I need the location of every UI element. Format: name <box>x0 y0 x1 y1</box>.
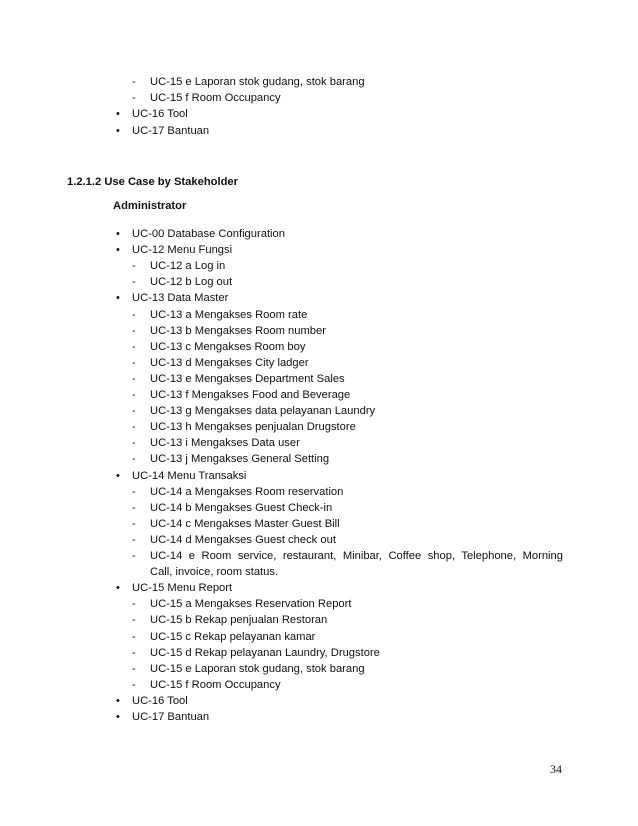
dash-marker: - <box>132 356 136 369</box>
dash-marker: - <box>132 324 136 337</box>
dash-marker: - <box>132 630 136 643</box>
sub-list-item: UC-15 c Rekap pelayanan kamar <box>150 630 316 643</box>
list-item: UC-00 Database Configuration <box>132 228 285 240</box>
sub-list-item: UC-13 a Mengakses Room rate <box>150 308 308 321</box>
dash-marker: - <box>132 276 136 289</box>
dash-marker: - <box>132 678 136 691</box>
bullet-marker: • <box>116 711 120 723</box>
dash-marker: - <box>132 92 136 105</box>
bullet-marker: • <box>116 292 120 305</box>
bullet-marker: • <box>116 124 120 137</box>
dash-marker: - <box>132 453 136 466</box>
list-item: UC-13 Data Master <box>132 292 229 305</box>
dash-marker: - <box>132 340 136 353</box>
dash-marker: - <box>132 437 136 450</box>
dash-marker: - <box>132 517 136 530</box>
stakeholder-title: Administrator <box>113 200 187 212</box>
sub-list-item: UC-15 e Laporan stok gudang, stok barang <box>150 662 365 675</box>
dash-marker: - <box>132 533 136 546</box>
sub-list-item: UC-13 d Mengakses City ladger <box>150 356 309 369</box>
dash-marker: - <box>132 614 136 627</box>
sub-list-item: UC-15 d Rekap pelayanan Laundry, Drugstore <box>150 646 380 659</box>
sub-list-item: UC-15 b Rekap penjualan Restoran <box>150 614 328 627</box>
bullet-marker: • <box>116 582 120 595</box>
sub-list-item: UC-13 i Mengakses Data user <box>150 437 300 450</box>
sub-list-item: UC-13 g Mengakses data pelayanan Laundry <box>150 405 376 418</box>
sub-list-item: UC-14 a Mengakses Room reservation <box>150 485 344 498</box>
bullet-marker: • <box>116 244 120 257</box>
dash-marker: - <box>132 308 136 321</box>
dash-marker: - <box>132 598 136 611</box>
dash-marker: - <box>132 501 136 514</box>
sub-list-item: UC-14 d Mengakses Guest check out <box>150 533 336 546</box>
dash-marker: - <box>132 421 136 434</box>
dash-marker: - <box>132 405 136 418</box>
sub-list-item: UC-13 f Mengakses Food and Beverage <box>150 389 351 401</box>
dash-marker: - <box>132 485 136 498</box>
list-item: UC-16 Tool <box>132 694 188 707</box>
sub-list-item: UC-15 a Mengakses Reservation Report <box>150 598 352 611</box>
sub-list-item: UC-13 h Mengakses penjualan Drugstore <box>150 421 356 434</box>
dash-marker: - <box>132 372 136 385</box>
dash-marker: - <box>132 389 136 401</box>
sub-list-item: UC-15 f Room Occupancy <box>150 92 281 105</box>
list-item: UC-17 Bantuan <box>132 711 210 723</box>
bullet-marker: • <box>116 469 120 482</box>
sub-list-item: UC-12 a Log in <box>150 260 226 273</box>
list-item: UC-14 Menu Transaksi <box>132 469 247 482</box>
sub-list-item: UC-14 c Mengakses Master Guest Bill <box>150 517 340 530</box>
sub-list-item: UC-12 b Log out <box>150 276 233 289</box>
sub-list-item: UC-14 b Mengakses Guest Check-in <box>150 501 333 514</box>
list-item: UC-17 Bantuan <box>132 124 210 137</box>
list-item: UC-12 Menu Fungsi <box>132 244 233 257</box>
dash-marker: - <box>132 76 136 88</box>
bullet-marker: • <box>116 694 120 707</box>
sub-list-item: UC-14 e Room service, restaurant, Minibar, Coffee shop, Telephone, Morning <box>150 550 563 562</box>
dash-marker: - <box>132 260 136 273</box>
list-item: UC-15 Menu Report <box>132 582 233 595</box>
sub-list-item-continuation: Call, invoice, room status. <box>150 566 279 579</box>
sub-list-item: UC-15 e Laporan stok gudang, stok barang <box>150 76 365 88</box>
page-number: 34 <box>550 762 562 776</box>
dash-marker: - <box>132 646 136 659</box>
sub-list-item: UC-13 j Mengakses General Setting <box>150 453 330 466</box>
list-item: UC-16 Tool <box>132 108 188 121</box>
sub-list-item: UC-13 b Mengakses Room number <box>150 324 326 337</box>
bullet-marker: • <box>116 108 120 121</box>
sub-list-item: UC-13 e Mengakses Department Sales <box>150 372 345 385</box>
sub-list-item: UC-15 f Room Occupancy <box>150 678 281 691</box>
dash-marker: - <box>132 550 136 562</box>
sub-list-item: UC-13 c Mengakses Room boy <box>150 340 306 353</box>
section-heading: 1.2.1.2 Use Case by Stakeholder <box>67 176 239 188</box>
dash-marker: - <box>132 662 136 675</box>
bullet-marker: • <box>116 228 120 240</box>
